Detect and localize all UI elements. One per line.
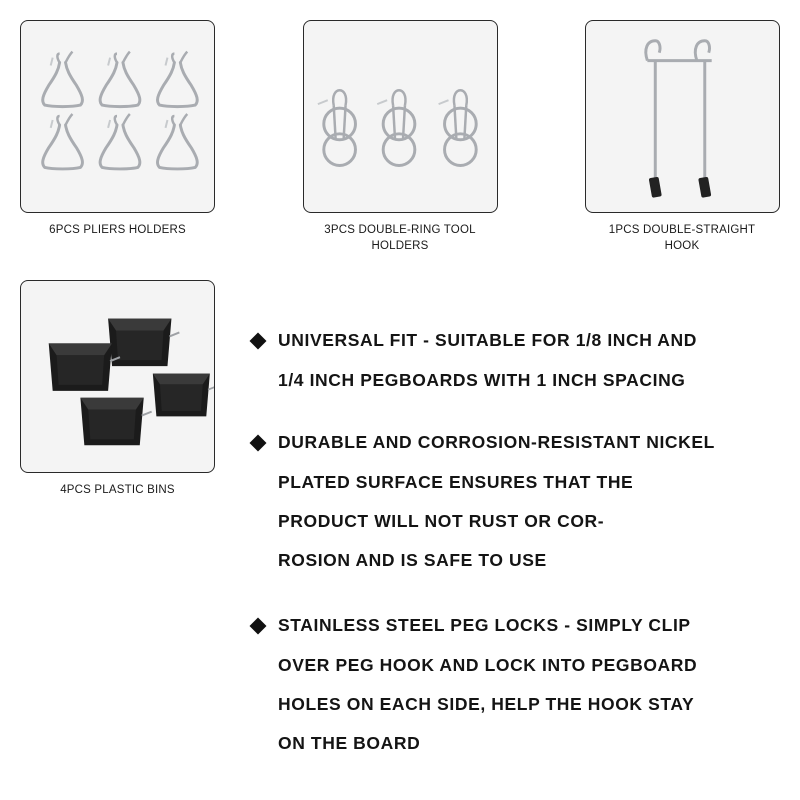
- diamond-bullet-icon: [250, 618, 267, 635]
- double-straight-hook-image: [586, 21, 779, 212]
- feature-line: UNIVERSAL FIT - SUITABLE FOR 1/8 INCH AND: [278, 330, 698, 350]
- feature-line: PRODUCT WILL NOT RUST OR COR-: [278, 511, 605, 531]
- pliers-holders-card: [20, 20, 215, 213]
- feature-line: HOLES ON EACH SIDE, HELP THE HOOK STAY: [278, 694, 695, 714]
- feature-line: STAINLESS STEEL PEG LOCKS - SIMPLY CLIP: [278, 615, 691, 635]
- feature-line: 1/4 INCH PEGBOARDS WITH 1 INCH SPACING: [278, 370, 686, 390]
- feature-line: PLATED SURFACE ENSURES THAT THE: [278, 472, 634, 492]
- plastic-bins-image: [21, 281, 214, 472]
- double-ring-holder-image: [304, 21, 497, 212]
- feature-line: OVER PEG HOOK AND LOCK INTO PEGBOARD: [278, 655, 698, 675]
- double-straight-hook-card: [585, 20, 780, 213]
- plastic-bins-card: [20, 280, 215, 473]
- double-ring-holders-caption: 3PCS DOUBLE-RING TOOL HOLDERS: [324, 224, 476, 252]
- feature-line: ON THE BOARD: [278, 733, 421, 753]
- plastic-bins-caption: 4PCS PLASTIC BINS: [60, 484, 175, 496]
- double-ring-holders-card: [303, 20, 498, 213]
- feature-line: DURABLE AND CORROSION-RESISTANT NICKEL: [278, 432, 715, 452]
- diamond-bullet-icon: [250, 333, 267, 350]
- diamond-bullet-icon: [250, 435, 267, 452]
- pliers-holder-image: [21, 21, 214, 212]
- feature-line: ROSION AND IS SAFE TO USE: [278, 550, 547, 570]
- pliers-holders-caption: 6PCS PLIERS HOLDERS: [49, 224, 186, 236]
- double-straight-hook-caption: 1PCS DOUBLE-STRAIGHT HOOK: [608, 224, 756, 252]
